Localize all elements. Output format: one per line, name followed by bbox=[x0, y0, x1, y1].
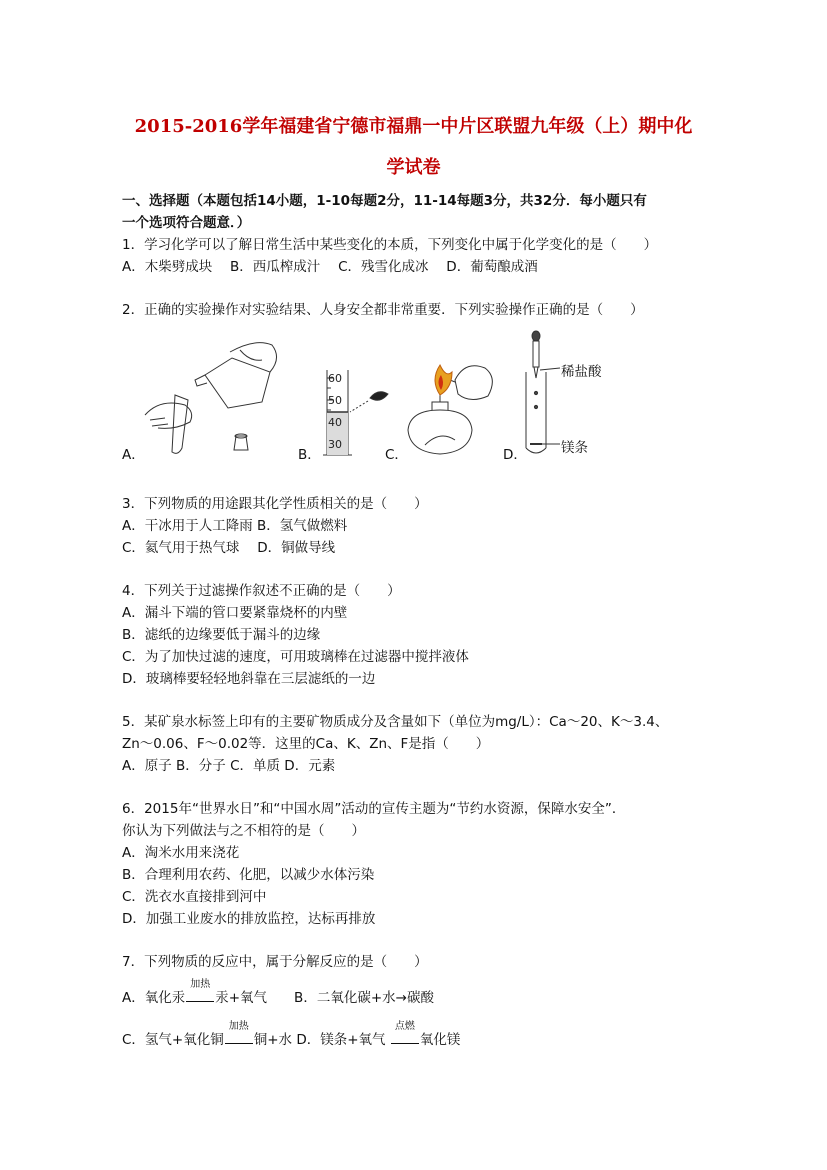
q5-stem-line2: Zn～0.06、F～0.02等．这里的Ca、K、Zn、F是指（ ） bbox=[122, 736, 490, 752]
section-heading-line2: 一个选项符合题意．） bbox=[122, 215, 251, 231]
q6-option-d: D．加强工业废水的排放监控，达标再排放 bbox=[122, 911, 376, 927]
q7-options-cd bbox=[122, 1021, 461, 1048]
ignite-condition-d: 点燃 bbox=[394, 1021, 415, 1032]
q3-options-ab: A．干冰用于人工降雨 B．氢气做燃料 bbox=[122, 518, 348, 534]
section-heading-line1: 一、选择题（本题包括14小题，1-10每题2分，11-14每题3分，共32分．每小题只有 bbox=[122, 193, 647, 209]
q4-stem: 4．下列关于过滤操作叙述不正确的是（ ） bbox=[122, 583, 401, 599]
pouring-liquid-figure bbox=[145, 343, 277, 454]
exam-title-line1: 2015-2016学年福建省宁德市福鼎一中片区联盟九年级（上）期中化 bbox=[134, 116, 693, 137]
q7-options-ab bbox=[122, 979, 434, 1006]
heat-arrow-c bbox=[225, 1021, 253, 1044]
q2-label-d: D． bbox=[503, 447, 527, 463]
q6-stem-line2: 你认为下列做法与之不相符的是（ ） bbox=[122, 823, 365, 839]
heat-arrow-a bbox=[186, 979, 214, 1002]
q6-option-b: B．合理利用农药、化肥，以减少水体污染 bbox=[122, 867, 375, 883]
q4-option-c: C．为了加快过滤的速度，可用玻璃棒在过滤器中搅拌液体 bbox=[122, 649, 469, 665]
heat-condition-a: 加热 bbox=[190, 979, 211, 990]
dilute-hydrochloric-acid-label: 稀盐酸 bbox=[561, 364, 602, 380]
q2-label-b: B． bbox=[298, 447, 321, 463]
q6-option-c: C．洗衣水直接排到河中 bbox=[122, 889, 267, 905]
q1-options: A．木柴劈成块 B．西瓜榨成汁 C．残雪化成冰 D．葡萄酿成酒 bbox=[122, 259, 538, 275]
q7-option-c-reactant: C．氢气+氧化铜 bbox=[122, 1032, 224, 1048]
q2-label-a: A． bbox=[122, 447, 145, 463]
q6-stem-line1: 6．2015年“世界水日”和“中国水周”活动的宣传主题为“节约水资源，保障水安全”． bbox=[122, 801, 626, 817]
magnesium-strip-label: 镁条 bbox=[561, 440, 588, 456]
q6-option-a: A．淘米水用来浇花 bbox=[122, 845, 240, 861]
q7-option-a-reactant: A．氧化汞 bbox=[122, 990, 186, 1006]
q3-stem: 3．下列物质的用途跟其化学性质相关的是（ ） bbox=[122, 496, 428, 512]
q4-option-a: A．漏斗下端的管口要紧靠烧杯的内壁 bbox=[122, 605, 348, 621]
q5-options: A．原子 B．分子 C．单质 D．元素 bbox=[122, 758, 336, 774]
q5-stem-line1: 5．某矿泉水标签上印有的主要矿物质成分及含量如下（单位为mg/L）：Ca～20、K～3.4、 bbox=[122, 714, 669, 730]
q4-option-b: B．滤纸的边缘要低于漏斗的边缘 bbox=[122, 627, 321, 643]
heat-condition-c: 加热 bbox=[228, 1021, 249, 1032]
cylinder-tick-50: 50 bbox=[328, 394, 342, 407]
q2-label-c: C． bbox=[385, 447, 408, 463]
cylinder-tick-40: 40 bbox=[328, 416, 342, 429]
exam-title-line2: 学试卷 bbox=[386, 157, 441, 178]
q7-option-a-products: 汞+氧气 B．二氧化碳+水→碳酸 bbox=[215, 990, 434, 1006]
cylinder-tick-30: 30 bbox=[328, 438, 342, 451]
q4-option-d: D．玻璃棒要轻轻地斜靠在三层滤纸的一边 bbox=[122, 671, 376, 687]
cylinder-tick-60: 60 bbox=[328, 372, 342, 385]
alcohol-lamp-figure bbox=[408, 365, 492, 454]
ignite-arrow-d bbox=[391, 1021, 419, 1044]
q2-stem: 2．正确的实验操作对实验结果、人身安全都非常重要．下列实验操作正确的是（ ） bbox=[122, 302, 644, 318]
dropper-test-tube-figure bbox=[526, 331, 560, 453]
q7-option-c-products: 铜+水 D．镁条+氧气 bbox=[253, 1032, 390, 1048]
q7-option-d-product: 氧化镁 bbox=[419, 1032, 461, 1048]
q1-stem: 1．学习化学可以了解日常生活中某些变化的本质，下列变化中属于化学变化的是（ ） bbox=[122, 237, 658, 253]
q3-options-cd: C．氦气用于热气球 D．铜做导线 bbox=[122, 540, 336, 556]
q7-stem: 7．下列物质的反应中，属于分解反应的是（ ） bbox=[122, 954, 428, 970]
